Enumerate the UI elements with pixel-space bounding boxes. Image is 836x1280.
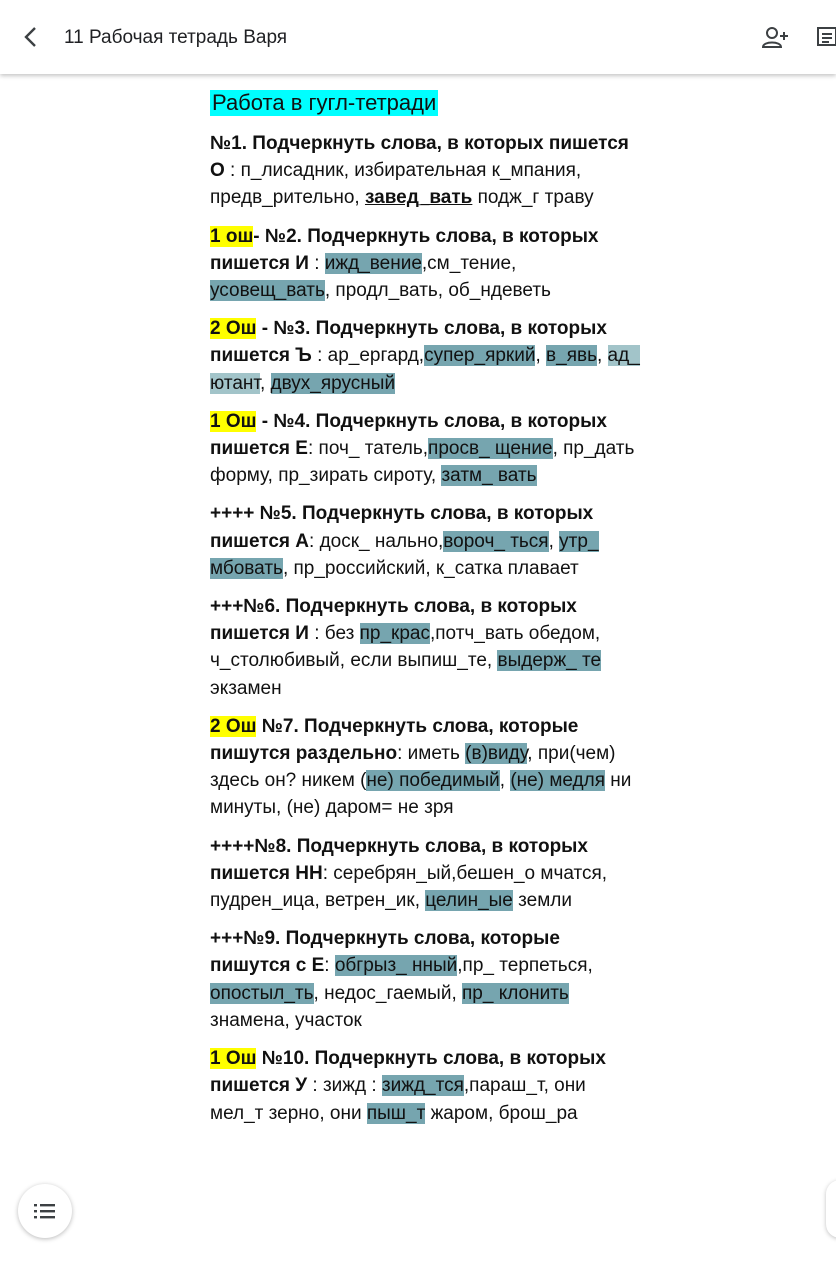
exercise-9-text: знамена, участок — [210, 1009, 362, 1031]
exercise-6-text: ,потч_вать обедом, ч_столюбивый, если выпиш_те, — [210, 623, 601, 672]
exercise-1-text: : п_лисадник, избирательная к_мпания, предв_рительно, — [210, 160, 582, 209]
outline-list-button[interactable] — [18, 1184, 72, 1238]
exercise-7-text: : иметь — [397, 743, 466, 765]
exercise-10 — [210, 1045, 640, 1127]
exercise-10-text: : зижд : — [307, 1075, 382, 1097]
highlighted-word: двух_ярусный — [270, 372, 396, 394]
highlighted-word: пр_ клонить — [462, 982, 569, 1004]
highlighted-word: выдерж_ те — [497, 650, 602, 672]
exercise-7-text: , при(чем) здесь он? никем ( — [210, 743, 616, 792]
highlighted-word: супер_яркий — [424, 345, 536, 367]
side-panel-edge-button[interactable] — [826, 1180, 836, 1238]
highlighted-word: усовещ_вать — [210, 280, 325, 302]
highlighted-word: вороч_ ться — [443, 530, 549, 552]
exercise-3-text: : ар_ергард, — [311, 345, 425, 367]
highlighted-word: в_явь — [546, 345, 597, 367]
exercise-8-text: : серебрян_ый,бешен_о мчатся, пудрен_ица, ветрен_ик, — [210, 862, 608, 912]
exercise-4-text: : поч_ татель, — [307, 438, 429, 460]
exercise-2-task: - №2. Подчеркнуть слова, в которых пишется И — [210, 225, 599, 274]
highlighted-word: обгрыз_ нный — [334, 955, 458, 977]
exercise-3-task: - №3. Подчеркнуть слова, в которых пишется Ъ — [210, 318, 607, 367]
top-app-bar — [0, 0, 836, 74]
exercise-4-text: , пр_дать форму, пр_зирать сироту, — [210, 438, 635, 487]
error-marker: 1 Ош — [210, 1048, 257, 1070]
exercise-3-text: , — [596, 345, 608, 367]
highlighted-word: утр_ мбовать — [210, 530, 599, 579]
exercise-4 — [210, 408, 640, 490]
document-body[interactable] — [210, 90, 640, 1138]
highlighted-word: затм_ вать — [441, 465, 537, 487]
exercise-5-task: ++++ №5. Подчеркнуть слова, в которых пишется А — [210, 503, 594, 552]
exercise-2-text: : — [308, 252, 325, 274]
exercise-9-text: , недос_гаемый, — [313, 982, 463, 1004]
exercise-7-text: ни минуты, (не) даром= не зря — [210, 770, 632, 819]
exercise-9-task: +++№9. Подчеркнуть слова, которые пишутся с Е — [210, 928, 560, 977]
exercise-4-task: - №4. Подчеркнуть слова, в которых пишется Е — [210, 410, 607, 460]
highlighted-word: зижд_тся — [381, 1075, 464, 1097]
exercise-10-text: ,параш_т, они мел_т зерно, они — [210, 1075, 586, 1124]
highlighted-word: опостыл_ть — [210, 982, 314, 1004]
exercise-9-text: ,пр_ терпеться, — [457, 955, 593, 977]
exercise-8-text: земли — [512, 890, 572, 912]
exercise-6-text: : без — [308, 623, 360, 645]
exercise-3-text: , — [259, 372, 271, 394]
exercise-1-underlined-word: завед_вать — [364, 187, 473, 209]
exercise-10-task: №10. Подчеркнуть слова, в которых пишется У — [210, 1048, 606, 1097]
highlighted-word: пыш_т — [366, 1102, 426, 1124]
exercise-8 — [210, 833, 640, 915]
document-title: 11 Рабочая тетрадь Варя — [64, 27, 288, 48]
exercise-9 — [210, 925, 640, 1034]
exercise-9-text: : — [324, 955, 335, 977]
exercise-10-text: жаром, брош_ра — [425, 1102, 578, 1124]
error-marker: 2 Ош — [210, 318, 257, 340]
exercise-3 — [210, 315, 640, 397]
highlighted-word: (в)виду — [465, 743, 528, 765]
exercise-8-task: ++++№8. Подчеркнуть слова, в которых пишется НН — [210, 835, 588, 884]
exercise-1-task: №1. Подчеркнуть слова, в которых пишется О — [210, 133, 629, 182]
exercise-2 — [210, 223, 640, 305]
highlighted-word: просв_ щение — [428, 438, 553, 460]
exercise-5-text: : доск_ нально, — [309, 530, 444, 552]
back-arrow-icon[interactable] — [16, 22, 46, 52]
highlighted-word: не) победимый — [366, 770, 500, 792]
exercise-7-task: №7. Подчеркнуть слова, которые пишутся раздельно — [210, 715, 579, 765]
highlighted-word: ижд_вение — [324, 252, 422, 274]
exercise-5 — [210, 500, 640, 582]
error-marker: 2 Ош — [210, 715, 257, 737]
error-marker: 1 Ош — [210, 410, 257, 432]
exercise-5-text: , — [548, 530, 560, 552]
add-person-icon[interactable] — [760, 24, 790, 52]
doc-heading: Работа в гугл-тетради — [212, 90, 437, 115]
exercise-6 — [210, 593, 640, 702]
highlighted-word: пр_крас — [359, 623, 430, 645]
outline-list-icon — [34, 1202, 56, 1220]
exercise-5-text: , пр_российский, к_сатка плавает — [282, 557, 579, 579]
exercise-6-task: +++№6. Подчеркнуть слова, в которых пишется И — [210, 596, 577, 645]
comments-icon[interactable] — [816, 26, 836, 50]
exercise-7 — [210, 713, 640, 822]
exercise-2-text: ,см_тение, — [421, 252, 517, 274]
exercise-1 — [210, 130, 640, 212]
error-marker: 1 ош — [210, 225, 254, 247]
exercise-2-text: , продл_вать, об_ндеветь — [324, 280, 551, 302]
highlighted-word: ад_ ютант — [210, 345, 640, 394]
exercise-3-text: , — [535, 345, 547, 367]
highlighted-word: целин_ые — [425, 890, 513, 912]
highlighted-word: (не) медля — [510, 770, 606, 792]
exercise-7-text: , — [499, 770, 511, 792]
exercise-1-text: подж_г траву — [472, 187, 594, 209]
exercise-6-text: экзамен — [210, 677, 282, 699]
